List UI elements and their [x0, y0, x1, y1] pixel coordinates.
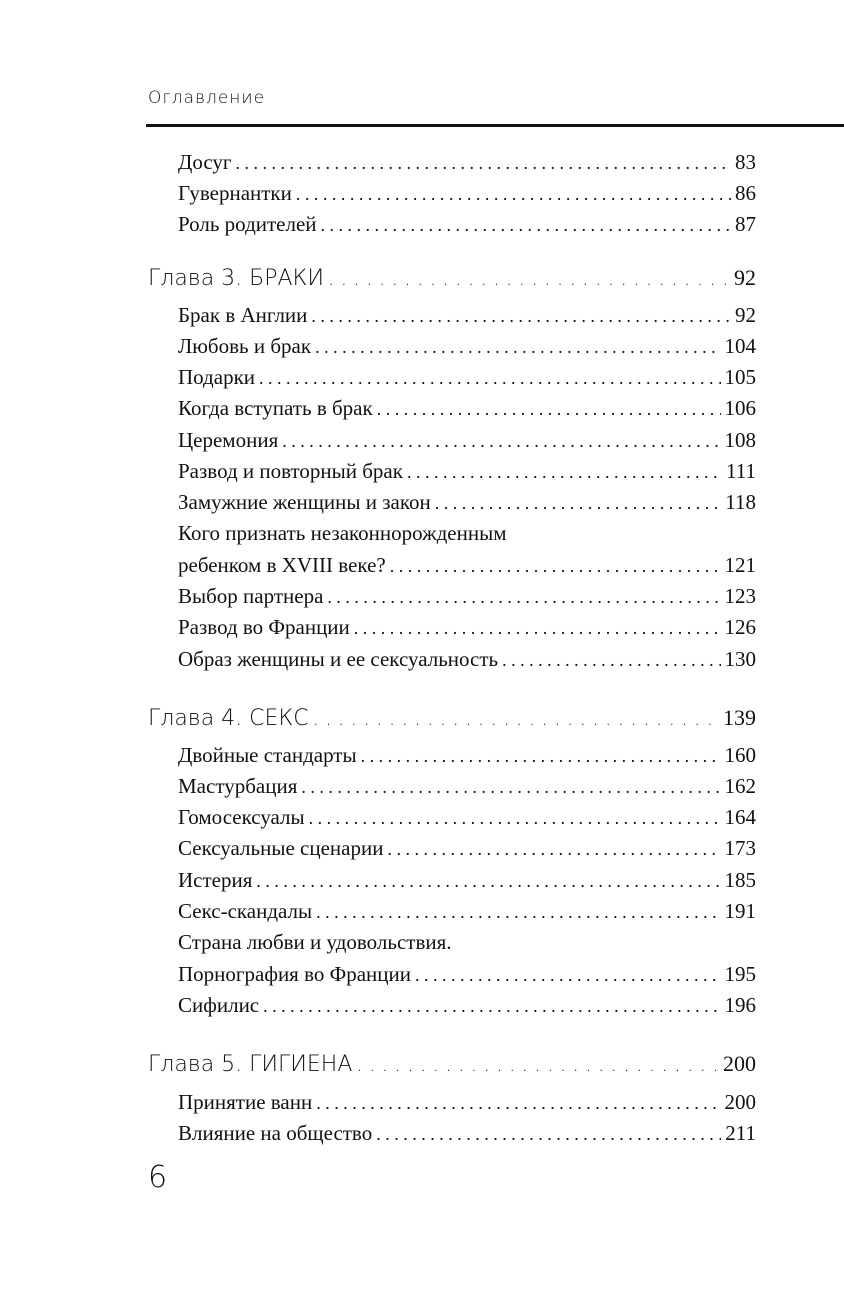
- page-ref: 211: [725, 1121, 756, 1145]
- dot-leader: [376, 1124, 721, 1145]
- page-ref: 104: [724, 334, 756, 358]
- dot-leader: [282, 431, 720, 452]
- page-ref: 83: [735, 150, 756, 174]
- section-title: Двойные стандарты: [178, 743, 357, 767]
- section-title: Влияние на общество: [178, 1121, 373, 1145]
- page-ref: 123: [724, 584, 756, 608]
- section-title: Подарки: [178, 365, 256, 389]
- dot-leader: [315, 337, 720, 358]
- toc-section-entry: [178, 1121, 756, 1151]
- section-title: Страна любви и удовольствия.: [178, 930, 452, 954]
- toc-section-entry: [178, 743, 756, 773]
- dot-leader: [256, 871, 720, 892]
- dot-leader: [354, 618, 721, 639]
- page-ref: 105: [724, 365, 756, 389]
- dot-leader: [316, 902, 720, 923]
- section-title: Образ женщины и ее сексуальность: [178, 647, 499, 671]
- dot-leader: [259, 368, 720, 389]
- dot-leader: [328, 266, 730, 290]
- toc-section-entry: [178, 553, 756, 583]
- toc-section-entry: [178, 303, 756, 333]
- page-ref: 121: [724, 553, 756, 577]
- toc-section-entry: [178, 150, 756, 180]
- dot-leader: [435, 493, 722, 514]
- dot-leader: [356, 1052, 719, 1076]
- page-number: 6: [148, 1160, 168, 1195]
- page-ref: 185: [724, 868, 756, 892]
- toc-section-entry: [178, 181, 756, 211]
- section-title: ребенком в XVIII веке?: [178, 553, 386, 577]
- page-ref: 118: [725, 490, 756, 514]
- toc-section-entry: [178, 584, 756, 614]
- dot-leader: [296, 184, 731, 205]
- toc-section-entry: [178, 490, 756, 520]
- page-ref: 196: [724, 993, 756, 1017]
- page-ref: 160: [724, 743, 756, 767]
- section-title: Любовь и брак: [178, 334, 312, 358]
- section-title: Когда вступать в брак: [178, 396, 373, 420]
- toc-section-entry: [178, 930, 756, 960]
- dot-leader: [321, 215, 731, 236]
- toc-section-entry: [178, 647, 756, 677]
- toc-section-entry: [178, 212, 756, 242]
- chapter-title: Глава 5. ГИГИЕНА: [148, 1052, 353, 1077]
- dot-leader: [313, 706, 719, 730]
- page-ref: 92: [735, 303, 756, 327]
- page-ref: 86: [735, 181, 756, 205]
- page-ref: 106: [724, 396, 756, 420]
- section-title: Истерия: [178, 868, 253, 892]
- section-title: Гомосексуалы: [178, 805, 305, 829]
- toc-section-entry: [178, 993, 756, 1023]
- chapter-title: Глава 3. БРАКИ: [148, 266, 324, 291]
- toc-section-entry: [178, 805, 756, 835]
- dot-leader: [301, 777, 720, 798]
- toc-section-entry: [178, 836, 756, 866]
- chapter-title: Глава 4. СЕКС: [148, 706, 309, 731]
- section-title: Брак в Англии: [178, 303, 308, 327]
- dot-leader: [415, 965, 721, 986]
- section-title: Досуг: [178, 150, 232, 174]
- page-ref: 92: [734, 265, 756, 290]
- section-title: Замужние женщины и закон: [178, 490, 431, 514]
- header-rule: [146, 124, 844, 127]
- section-title: Мастурбация: [178, 774, 298, 798]
- toc-section-entry: [178, 774, 756, 804]
- section-title: Кого признать незаконнорожденным: [178, 521, 507, 545]
- toc-section-entry: [178, 868, 756, 898]
- toc-section-entry: [178, 521, 756, 551]
- page-ref: 200: [723, 1051, 756, 1076]
- page-ref: 164: [724, 805, 756, 829]
- toc-section-entry: [178, 962, 756, 992]
- section-title: Развод во Франции: [178, 615, 350, 639]
- section-title: Порнография во Франции: [178, 962, 411, 986]
- dot-leader: [407, 462, 722, 483]
- dot-leader: [316, 1093, 720, 1114]
- section-title: Принятие ванн: [178, 1090, 313, 1114]
- dot-leader: [236, 153, 731, 174]
- section-title: Секс-скандалы: [178, 899, 313, 923]
- toc-section-entry: [178, 1090, 756, 1120]
- toc-section-entry: [178, 365, 756, 395]
- page-ref: 173: [724, 836, 756, 860]
- toc-chapter-entry: [148, 1051, 756, 1081]
- page-ref: 191: [724, 899, 756, 923]
- page-ref: 108: [724, 428, 756, 452]
- section-title: Выбор партнера: [178, 584, 324, 608]
- dot-leader: [263, 996, 720, 1017]
- page-ref: 87: [735, 212, 756, 236]
- toc-section-entry: [178, 396, 756, 426]
- page-ref: 130: [724, 647, 756, 671]
- page-ref: 200: [724, 1090, 756, 1114]
- dot-leader: [361, 746, 721, 767]
- toc-section-entry: [178, 615, 756, 645]
- page-ref: 162: [724, 774, 756, 798]
- section-title: Развод и повторный брак: [178, 459, 403, 483]
- page-ref: 195: [724, 962, 756, 986]
- dot-leader: [327, 587, 720, 608]
- toc-section-entry: [178, 459, 756, 489]
- dot-leader: [377, 399, 721, 420]
- dot-leader: [311, 306, 731, 327]
- section-title: Гувернантки: [178, 181, 292, 205]
- dot-leader: [387, 839, 720, 860]
- section-title: Роль родителей: [178, 212, 317, 236]
- section-title: Церемония: [178, 428, 279, 452]
- section-title: Сексуальные сценарии: [178, 836, 384, 860]
- dot-leader: [390, 556, 721, 577]
- toc-chapter-entry: [148, 705, 756, 735]
- section-title: Сифилис: [178, 993, 260, 1017]
- page-ref: 126: [724, 615, 756, 639]
- dot-leader: [309, 808, 721, 829]
- running-head: Оглавление: [148, 88, 266, 108]
- page-ref: 111: [726, 459, 756, 483]
- toc-section-entry: [178, 899, 756, 929]
- toc-chapter-entry: [148, 265, 756, 295]
- toc-section-entry: [178, 334, 756, 364]
- page-ref: 139: [723, 705, 756, 730]
- dot-leader: [502, 650, 720, 671]
- toc-section-entry: [178, 428, 756, 458]
